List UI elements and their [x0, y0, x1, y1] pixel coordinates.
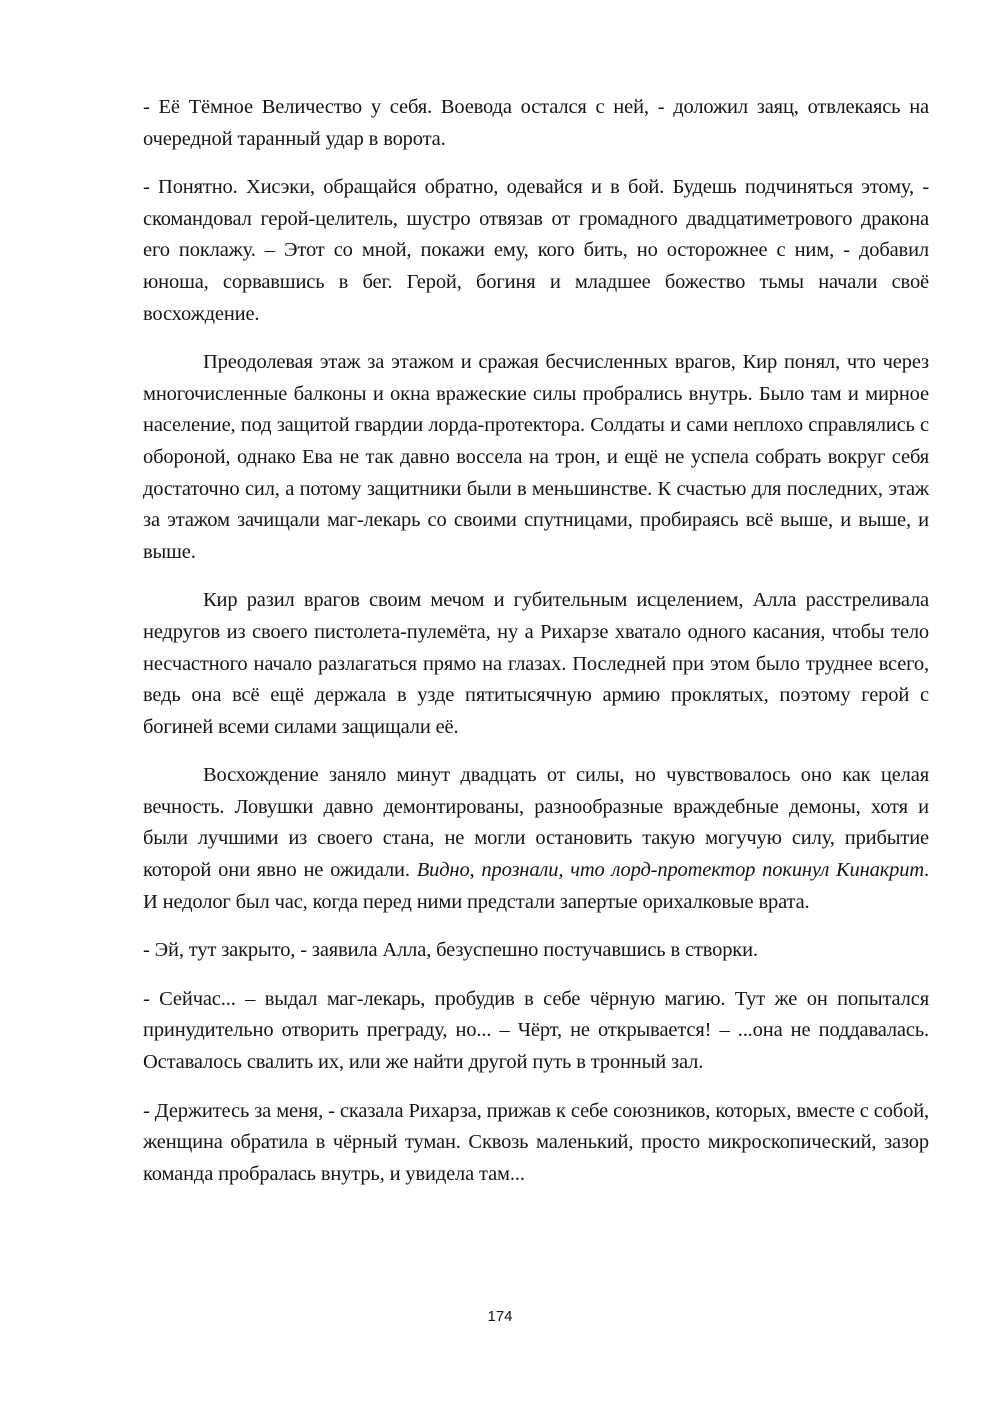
paragraph-8: - Держитесь за меня, - сказала Рихарза, прижав к себе союзников, которых, вместе с собой, женщина обратила в чёрный туман. Сквозь маленький, просто микроскопический, зазор команда пробралась внутрь, и увидела там... — [143, 1099, 929, 1185]
paragraph-7: - Сейчас... – выдал маг-лекарь, пробудив в себе чёрную магию. Тут же он попытался принудительно отворить преграду, но... – Чёрт, не открывается! – ...она не поддавалась. Оставалось свалить их, или же найти другой путь в тронный зал. — [143, 987, 929, 1074]
paragraph-5-italic-thought: Видно, прознали, что лорд-протектор покинул Кинакрит — [416, 859, 925, 882]
paragraph-3: Преодолевая этаж за этажом и сражая бесчисленных врагов, Кир понял, что через многочисленные балконы и окна вражеские силы пробрались внутрь. Было там и мирное население, под защитой гвардии лорда-протектора. Солдаты и сами неплохо справлялись с обороной, однако Ева не так давно воссела на трон, и ещё не успела собрать вокруг себя достаточно сил, а потому защитники были в меньшинстве. К счастью для последних, этаж за этажом зачищали маг-лекарь со своими спутницами, пробираясь всё выше, и выше, и выше. — [143, 351, 929, 563]
paragraph-6: - Эй, тут закрыто, - заявила Алла, безуспешно постучавшись в створки. — [143, 939, 758, 962]
paragraph-5-text-after: . И недолог был час, когда перед ними предстали запертые орихалковые врата. — [143, 859, 929, 913]
paragraph-1: - Её Тёмное Величество у себя. Воевода остался с ней, - доложил заяц, отвлекаясь на очередной таранный удар в ворота. — [143, 96, 929, 150]
paragraph-5 — [143, 760, 929, 918]
paragraph-5-text-before: Восхождение заняло минут двадцать от силы, но чувствовалось оно как целая вечность. Ловушки давно демонтированы, разнообразные враждебные демоны, хотя и были лучшими из своего стана, не могли остановить такую могучую силу, прибытие которой они явно не ожидали. — [143, 764, 929, 882]
page-number: 174 — [487, 1308, 513, 1325]
paragraph-4: Кир разил врагов своим мечом и губительным исцелением, Алла расстреливала недругов из своего пистолета-пулемёта, ну а Рихарзе хватало одного касания, чтобы тело несчастного начало разлагаться прямо на глазах. Последней при этом было труднее всего, ведь она всё ещё держала в узде пятитысячную армию проклятых, поэтому герой с богиней всеми силами защищали её. — [143, 589, 929, 738]
paragraph-2: - Понятно. Хисэки, обращайся обратно, одевайся и в бой. Будешь подчиняться этому, - скомандовал герой-целитель, шустро отвязав от громадного двадцатиметрового дракона его поклажу. – Этот со мной, покажи ему, кого бить, но осторожнее с ним, - добавил юноша, сорвавшись в бег. Герой, богиня и младшее божество тьмы начали своё восхождение. — [143, 176, 929, 325]
document-page-body — [143, 92, 929, 1207]
